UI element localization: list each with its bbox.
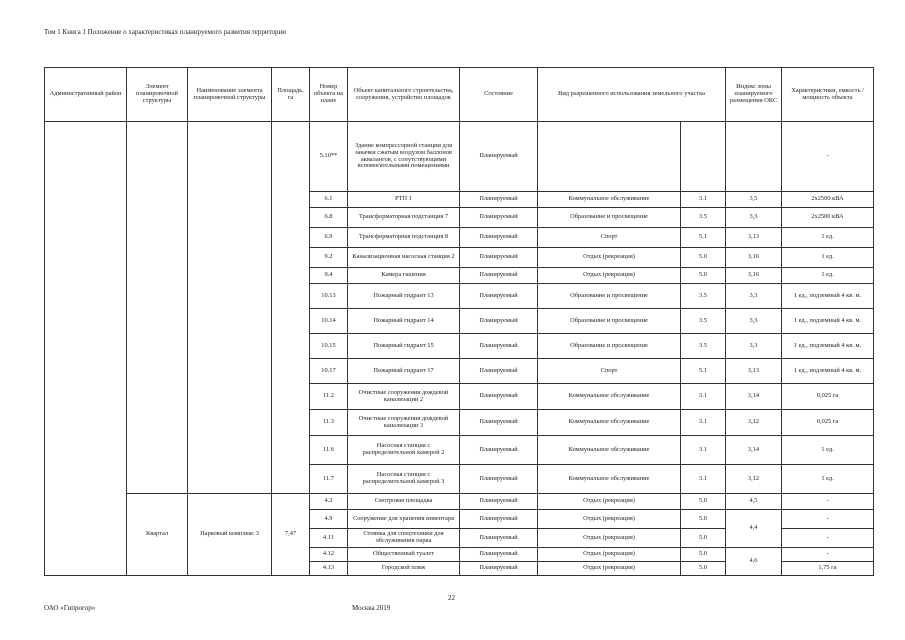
cell-num: 11.6	[310, 436, 348, 465]
cell-zone: 4,4	[726, 510, 782, 548]
cell-code: 5.1	[681, 228, 726, 248]
cell-object: Канализационная насосная станция 2	[348, 248, 460, 268]
cell-object: Трансформаторная подстанция 7	[348, 208, 460, 228]
cell-state: Планируемый	[460, 465, 538, 494]
cell-object: Насосная станция с распределительной камерой 3	[348, 465, 460, 494]
cell-state: Планируемый	[460, 334, 538, 359]
col-element-name: Наименование элемента планировочной структуры	[188, 68, 272, 122]
cell-object: Пожарный гидрант 15	[348, 334, 460, 359]
cell-state: Планируемый	[460, 268, 538, 284]
cell-state: Планируемый	[460, 510, 538, 529]
cell-zone: 3,12	[726, 465, 782, 494]
cell-use: Образование и просвещение	[538, 208, 681, 228]
cell-state: Планируемый	[460, 192, 538, 208]
data-table	[44, 67, 874, 576]
col-object-number: Номер объекта на плане	[310, 68, 348, 122]
cell-num: 4.2	[310, 494, 348, 510]
cell-use: Отдых (рекреация)	[538, 510, 681, 529]
cell-code: 3.1	[681, 465, 726, 494]
cell-use: Отдых (рекреация)	[538, 562, 681, 576]
cell-state: Планируемый	[460, 410, 538, 436]
cell-num: 11.2	[310, 384, 348, 410]
cell-num: 11.3	[310, 410, 348, 436]
table-row	[45, 122, 874, 192]
cell-char: -	[782, 494, 874, 510]
cell-use: Образование и просвещение	[538, 309, 681, 334]
cell-char: -	[782, 529, 874, 548]
cell-state: Планируемый	[460, 122, 538, 192]
cell-use: Отдых (рекреация)	[538, 268, 681, 284]
cell-code: 3.5	[681, 284, 726, 309]
cell-state: Планируемый	[460, 384, 538, 410]
footer-city: Москва 2019	[352, 604, 391, 612]
cell-zone: 3,3	[726, 334, 782, 359]
cell-state: Планируемый	[460, 309, 538, 334]
col-area: Площадь, га	[272, 68, 310, 122]
col-object: Объект капитального строительства, сооружения, устройство площадок	[348, 68, 460, 122]
cell-code: 3.5	[681, 334, 726, 359]
element-cell	[127, 122, 188, 494]
page-number: 22	[448, 594, 455, 602]
cell-num: 10.14	[310, 309, 348, 334]
table-header	[45, 68, 874, 122]
cell-state: Планируемый	[460, 436, 538, 465]
cell-num: 9.2	[310, 248, 348, 268]
col-zone-index: Индекс зоны планируемого размещения ОКС	[726, 68, 782, 122]
cell-state: Планируемый	[460, 248, 538, 268]
cell-state: Планируемый	[460, 562, 538, 576]
cell-char: 2х2500 кВА	[782, 192, 874, 208]
cell-num: 5.10**	[310, 122, 348, 192]
cell-code: 5.0	[681, 268, 726, 284]
cell-code: 5.0	[681, 494, 726, 510]
cell-char: 1 ед.	[782, 465, 874, 494]
cell-state: Планируемый	[460, 359, 538, 384]
cell-num: 4.11	[310, 529, 348, 548]
document-header: Том 1 Книга 1 Положение о характеристиках планируемого развития территории	[44, 28, 287, 36]
cell-num: 10.15	[310, 334, 348, 359]
cell-use: Отдых (рекреация)	[538, 494, 681, 510]
cell-char: -	[782, 548, 874, 562]
cell-state: Планируемый	[460, 548, 538, 562]
cell-use: Спорт	[538, 228, 681, 248]
cell-zone: 3,3	[726, 284, 782, 309]
cell-object: Общественный туалет	[348, 548, 460, 562]
cell-char: 1 ед.	[782, 268, 874, 284]
cell-zone	[726, 122, 782, 192]
cell-code	[681, 122, 726, 192]
cell-char: 1 ед.	[782, 436, 874, 465]
col-characteristics: Характеристики, емкость / мощность объекта	[782, 68, 874, 122]
cell-use: Коммунальное обслуживание	[538, 410, 681, 436]
cell-num: 4.9	[310, 510, 348, 529]
cell-object: Здание компрессорной станции для закачки сжатым воздухом баллонов аквалангов, с сопутствующими вспомогательными помещениями	[348, 122, 460, 192]
cell-num: 10.13	[310, 284, 348, 309]
cell-use: Отдых (рекреация)	[538, 529, 681, 548]
cell-state: Планируемый	[460, 529, 538, 548]
cell-char: 1 ед., подземный 4 кв. м.	[782, 284, 874, 309]
cell-zone: 3,3	[726, 309, 782, 334]
cell-zone: 3,12	[726, 410, 782, 436]
cell-use: Отдых (рекреация)	[538, 548, 681, 562]
cell-char: 1 ед.	[782, 248, 874, 268]
cell-num: 6.1	[310, 192, 348, 208]
cell-object: Насосная станция с распределительной камерой 2	[348, 436, 460, 465]
cell-char: -	[782, 510, 874, 529]
cell-num: 10.17	[310, 359, 348, 384]
area-cell: 7,47	[272, 494, 310, 576]
table-body	[45, 122, 874, 576]
cell-code: 5.0	[681, 529, 726, 548]
col-district: Административный район	[45, 68, 127, 122]
cell-code: 5.0	[681, 248, 726, 268]
col-land-use: Вид разрешенного использования земельного участка	[538, 68, 726, 122]
cell-object: Камера гашения	[348, 268, 460, 284]
cell-object: Стоянка для спецтехники для обслуживания парка	[348, 529, 460, 548]
cell-code: 5.1	[681, 359, 726, 384]
element-name-cell: Парковый комплекс 3	[188, 494, 272, 576]
cell-num: 9.4	[310, 268, 348, 284]
cell-use: Образование и просвещение	[538, 284, 681, 309]
cell-zone: 3,14	[726, 436, 782, 465]
element-name-cell	[188, 122, 272, 494]
cell-zone: 3,13	[726, 359, 782, 384]
cell-char: 1 ед., подземный 4 кв. м.	[782, 359, 874, 384]
cell-code: 3.1	[681, 436, 726, 465]
cell-num: 4.13	[310, 562, 348, 576]
cell-char: 0,025 га	[782, 410, 874, 436]
col-state: Состояние	[460, 68, 538, 122]
cell-object: Пожарный гидрант 17	[348, 359, 460, 384]
cell-use: Коммунальное обслуживание	[538, 192, 681, 208]
cell-code: 5.0	[681, 510, 726, 529]
cell-char: 1,75 га	[782, 562, 874, 576]
cell-object: Пожарный гидрант 13	[348, 284, 460, 309]
cell-char: -	[782, 122, 874, 192]
cell-use: Отдых (рекреация)	[538, 248, 681, 268]
cell-object: Трансформаторная подстанция 8	[348, 228, 460, 248]
cell-char: 1 ед.	[782, 228, 874, 248]
cell-code: 3.1	[681, 192, 726, 208]
cell-code: 3.5	[681, 309, 726, 334]
cell-char: 0,025 га	[782, 384, 874, 410]
col-element: Элемент планировочной структуры	[127, 68, 188, 122]
cell-zone: 4,5	[726, 494, 782, 510]
element-type-cell: Квартал	[127, 494, 188, 576]
cell-char: 1 ед., подземный 4 кв. м.	[782, 309, 874, 334]
cell-code: 3.1	[681, 384, 726, 410]
cell-code: 3.1	[681, 410, 726, 436]
cell-object: Пожарный гидрант 14	[348, 309, 460, 334]
cell-zone: 3,5	[726, 192, 782, 208]
cell-zone: 3,3	[726, 208, 782, 228]
cell-object: Смотровая площадка	[348, 494, 460, 510]
cell-use: Спорт	[538, 359, 681, 384]
cell-num: 4.12	[310, 548, 348, 562]
cell-zone: 3,13	[726, 228, 782, 248]
cell-state: Планируемый	[460, 284, 538, 309]
cell-use: Коммунальное обслуживание	[538, 465, 681, 494]
area-cell	[272, 122, 310, 494]
cell-code: 3.5	[681, 208, 726, 228]
cell-use: Образование и просвещение	[538, 334, 681, 359]
cell-num: 6.9	[310, 228, 348, 248]
district-cell	[45, 122, 127, 576]
cell-zone: 4,6	[726, 548, 782, 576]
cell-use	[538, 122, 681, 192]
cell-object: Городской пляж	[348, 562, 460, 576]
cell-object: Сооружение для хранения инвентаря	[348, 510, 460, 529]
cell-use: Коммунальное обслуживание	[538, 436, 681, 465]
cell-object: РТП 1	[348, 192, 460, 208]
cell-char: 1 ед., подземный 4 кв. м.	[782, 334, 874, 359]
cell-num: 11.7	[310, 465, 348, 494]
cell-char: 2х2500 кВА	[782, 208, 874, 228]
footer-company: ОАО «Гипрогор»	[44, 604, 96, 612]
cell-object: Очистные сооружения дождевой канализации 3	[348, 410, 460, 436]
cell-zone: 3,16	[726, 268, 782, 284]
cell-use: Коммунальное обслуживание	[538, 384, 681, 410]
cell-state: Планируемый	[460, 494, 538, 510]
cell-object: Очистные сооружения дождевой канализации 2	[348, 384, 460, 410]
cell-code: 5.0	[681, 548, 726, 562]
cell-state: Планируемый	[460, 208, 538, 228]
cell-state: Планируемый	[460, 228, 538, 248]
cell-code: 5.0	[681, 562, 726, 576]
cell-zone: 3,14	[726, 384, 782, 410]
table-row	[45, 494, 874, 510]
cell-zone: 3,16	[726, 248, 782, 268]
cell-num: 6.8	[310, 208, 348, 228]
